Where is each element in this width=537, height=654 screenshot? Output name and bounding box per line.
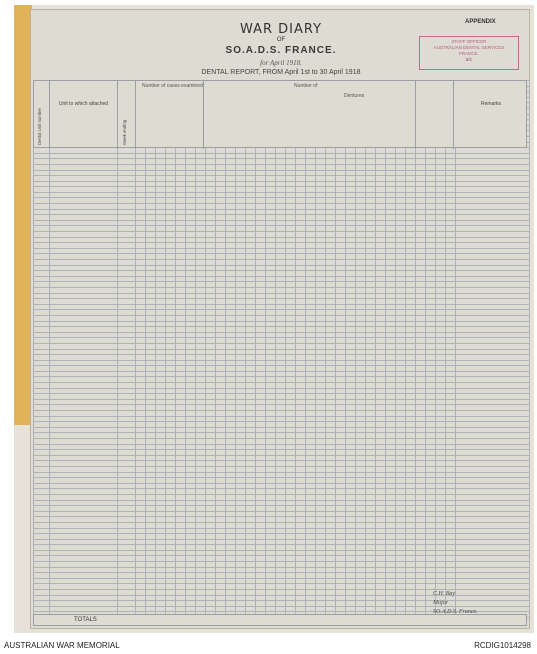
header-remarks-text: Remarks [480,101,501,107]
war-diary-sheet [30,9,530,629]
header-extra [416,81,454,149]
dental-report-line: DENTAL REPORT, FROM April 1st to 30 April 1918 [201,69,361,76]
stamp-line-3: FRANCE. [459,51,479,56]
signature-rank: Major [433,600,448,606]
record-id: RCDIG1014298 [474,641,531,650]
appendix-label: APPENDIX [465,19,496,25]
unit-name: SO.A.D.S. FRANCE. [225,45,337,56]
institution-credit: AUSTRALIAN WAR MEMORIAL [4,641,120,650]
signature-block [433,590,478,617]
table-header [33,80,527,148]
stamp-line-2: AUSTRALIAN DENTAL SERVICES [433,45,505,50]
diary-title-of: OF [276,37,286,43]
header-dental-unit-number-text: Dental Unit number [36,107,42,145]
header-week-ending-text: Week ending [121,119,127,145]
stamp-signature: a/c [465,57,473,63]
header-dentures-text: Dentures [344,93,365,99]
header-unit-attached [50,81,118,149]
header-unit-attached-text: Unit to which attached [58,101,109,107]
header-week-ending [118,81,136,149]
signature-name: C.H. Bay [433,591,456,597]
report-period: for April 1918. [260,59,302,67]
dental-report-table [33,80,530,618]
stamp-line-1: STAFF OFFICER [451,39,487,44]
totals-label: TOTALS [74,617,97,623]
header-cases-examined [136,81,204,149]
header-remarks [454,81,528,149]
diary-title: WAR DIARY [239,22,323,37]
header-dental-unit-number [34,81,50,149]
header-number-of-text: Number of [294,83,318,89]
signature-title: SO.A.D.S. France. [433,609,478,615]
header-number-of [204,81,416,149]
header-cases-examined-text: Number of cases examined [142,83,203,89]
